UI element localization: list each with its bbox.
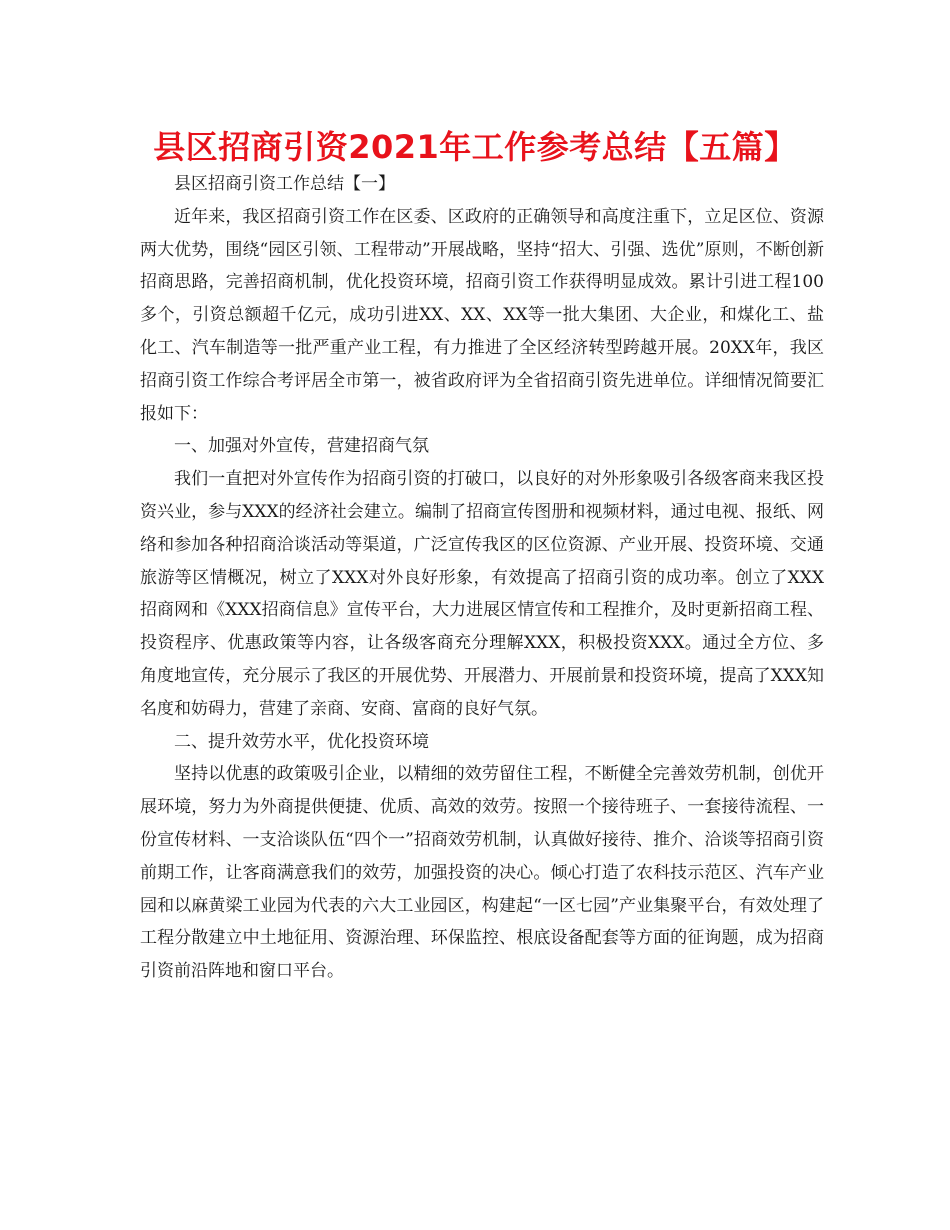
section-heading: 二、提升效劳水平，优化投资环境 xyxy=(174,731,429,752)
body-paragraph: 我们一直把对外宣传作为招商引资的打破口，以良好的对外形象吸引各级客商来我区投资兴业，参与XXX的经济社会建立。编制了招商宣传图册和视频材料，通过电视、报纸、网络和参加各种招商洽谈活动等渠道，广泛宣传我区的区位资源、产业开展、投资环境、交通旅游等区情概况，树立了XXX对外良好形象，有效提高了招商引资的成功率。创立了XXX招商网和《XXX招商信息》宣传平台，大力进展区情宣传和工程推介，及时更新招商工程、投资程序、优惠政策等内容，让各级客商充分理解XXX，积极投资XXX。通过全方位、多角度地宣传，充分展示了我区的开展优势、开展潜力、开展前景和投资环境，提高了XXX知名度和妨碍力，营建了亲商、安商、富商的良好气氛。 xyxy=(140,469,824,719)
section-heading: 一、加强对外宣传，营建招商气氛 xyxy=(174,436,429,457)
document-title: 县区招商引资2021年工作参考总结【五篇】 xyxy=(153,128,797,166)
section-heading: 县区招商引资工作总结【一】 xyxy=(174,174,395,194)
body-paragraph: 坚持以优惠的政策吸引企业，以精细的效劳留住工程，不断健全完善效劳机制，创优开展环境，努力为外商提供便捷、优质、高效的效劳。按照一个接待班子、一套接待流程、一份宣传材料、一支洽谈队伍“四个一”招商效劳机制，认真做好接待、推介、洽谈等招商引资前期工作，让客商满意我们的效劳，加强投资的决心。倾心打造了农科技示范区、汽车产业园和以麻黄梁工业园为代表的六大工业园区，构建起“一区七园”产业集聚平台，有效处理了工程分散建立中土地征用、资源治理、环保监控、根底设备配套等方面的征询题，成为招商引资前沿阵地和窗口平台。 xyxy=(140,764,824,982)
body-paragraph: 近年来，我区招商引资工作在区委、区政府的正确领导和高度注重下，立足区位、资源两大优势，围绕“园区引领、工程带动”开展战略，坚持“招大、引强、选优”原则，不断创新招商思路，完善招商机制，优化投资环境，招商引资工作获得明显成效。累计引进工程100多个，引资总额超千亿元，成功引进XX、XX、XX等一批大集团、大企业，和煤化工、盐化工、汽车制造等一批严重产业工程，有力推进了全区经济转型跨越开展。20XX年，我区招商引资工作综合考评居全市第一，被省政府评为全省招商引资先进单位。详细情况简要汇报如下： xyxy=(140,206,824,424)
document-body xyxy=(140,168,824,988)
